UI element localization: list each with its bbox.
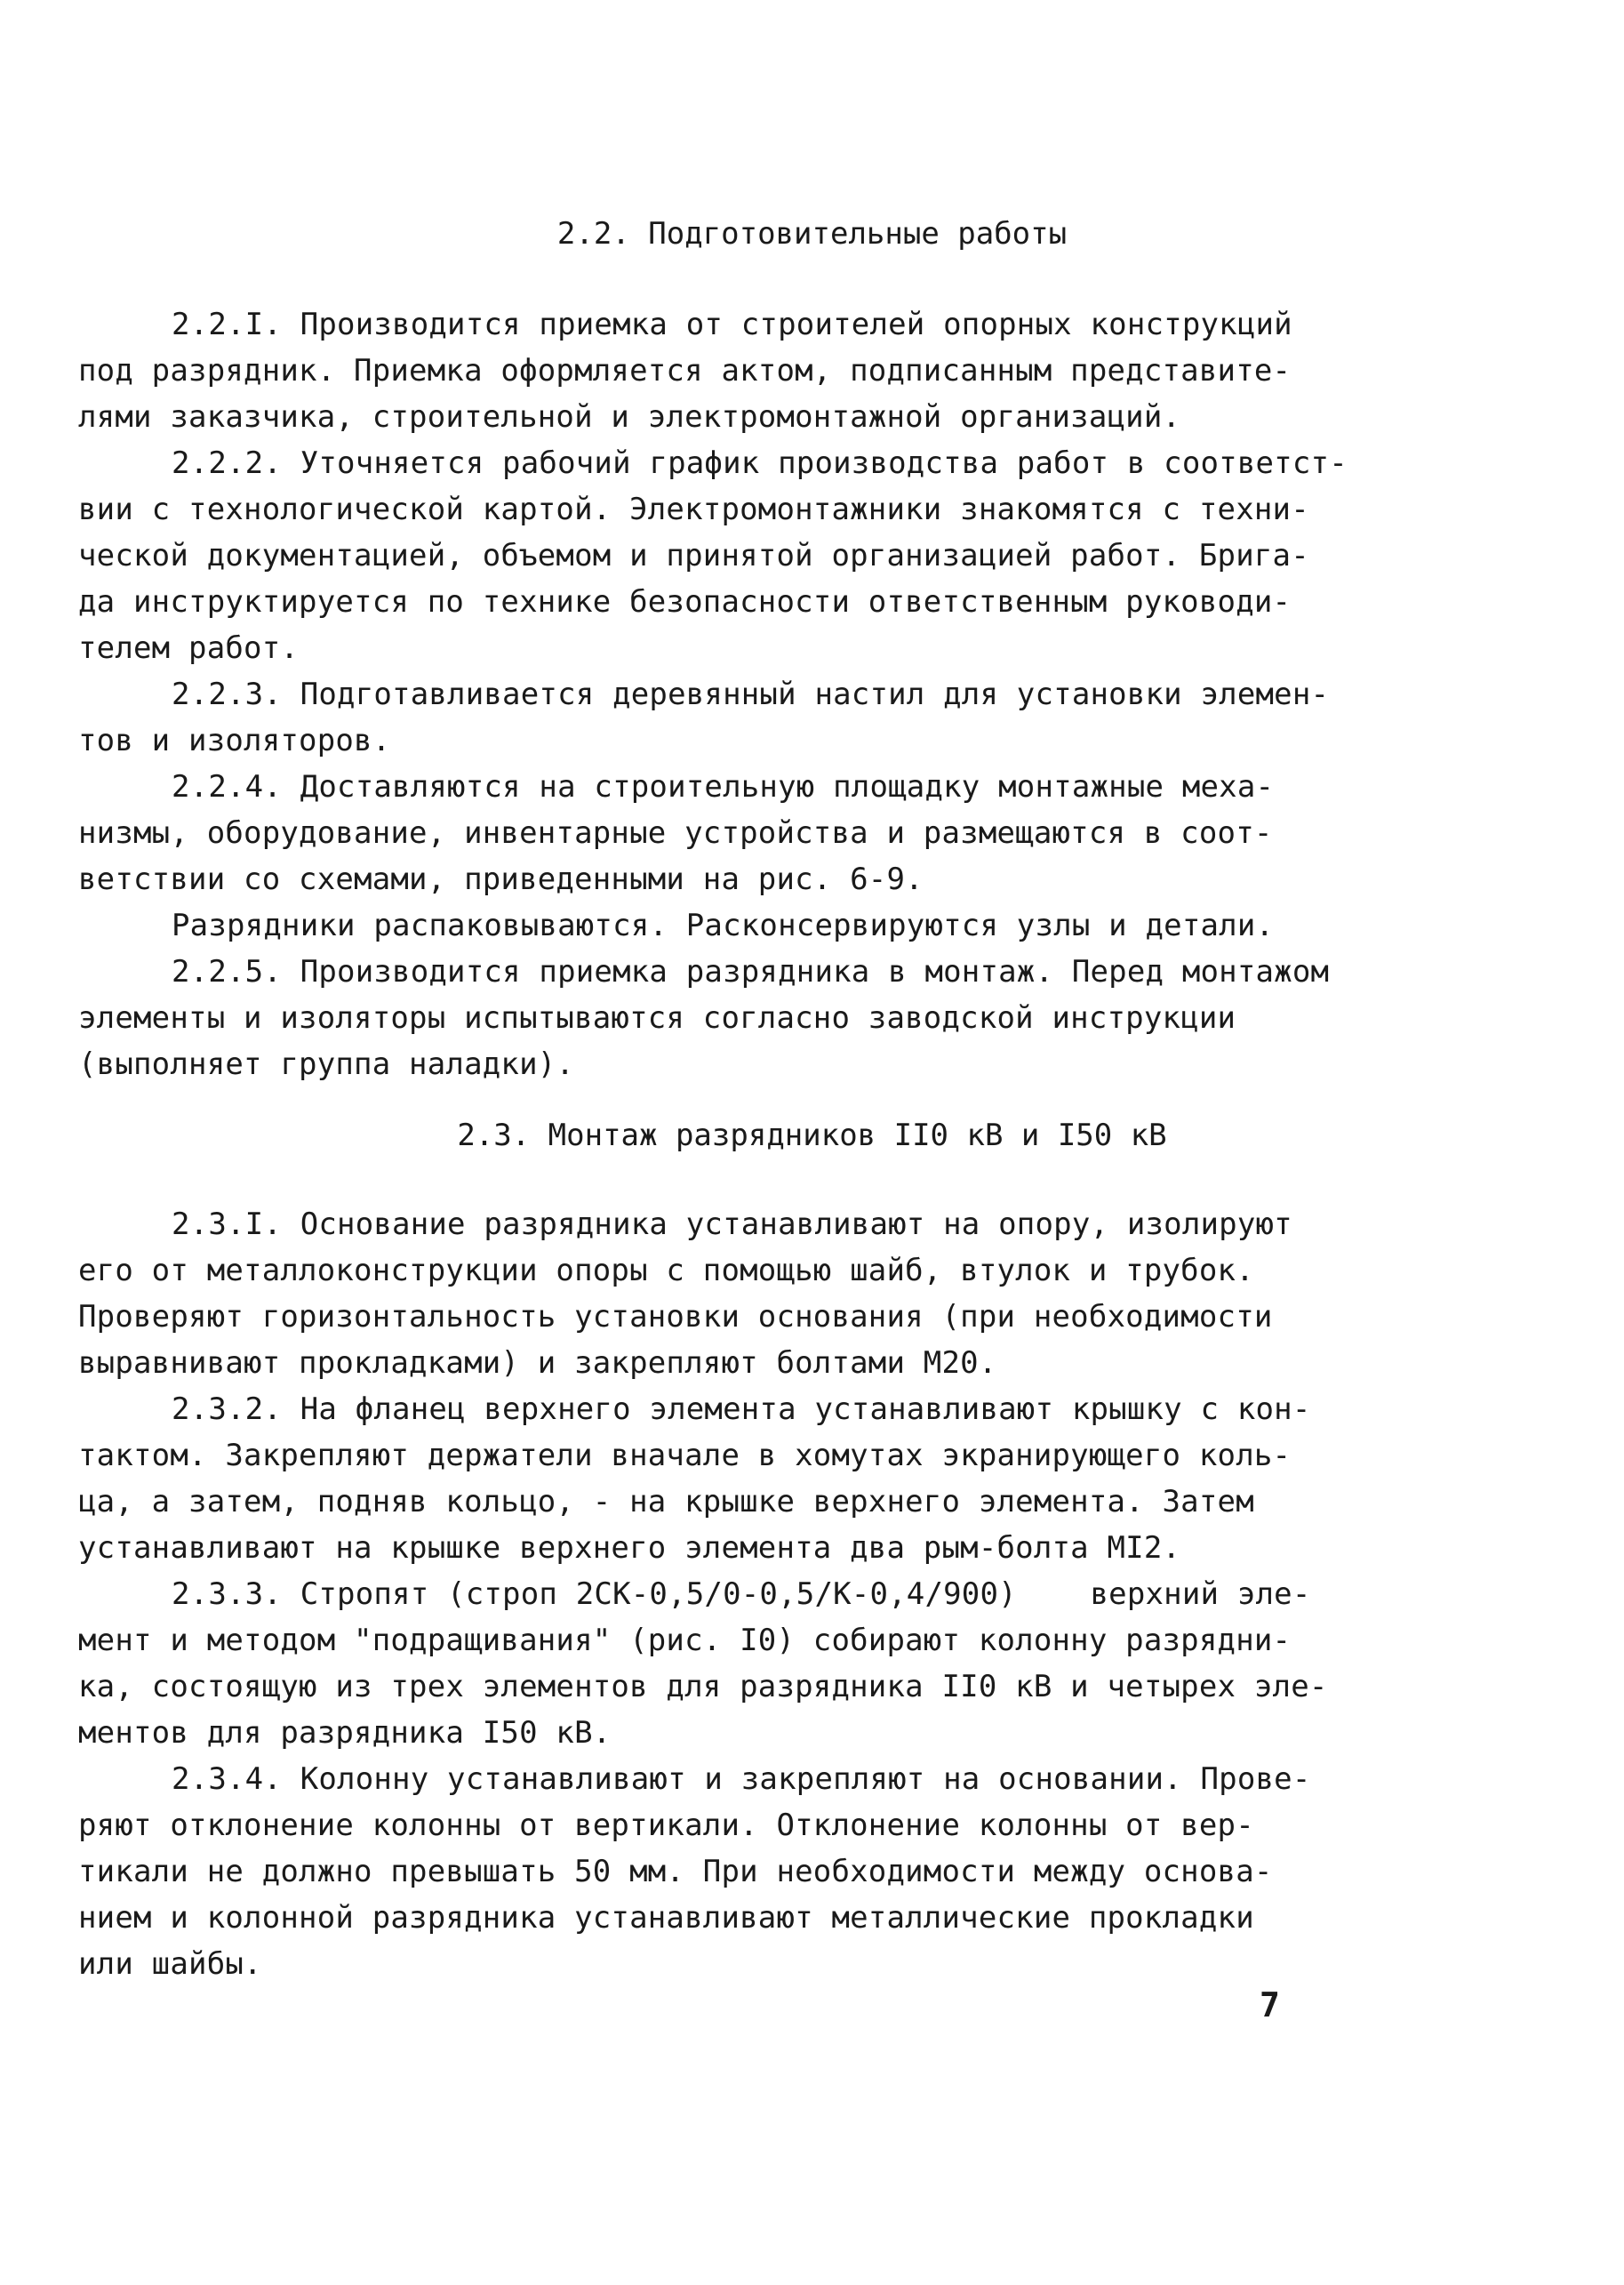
text-line: тактом. Закрепляют держатели вначале в хомутах экранирующего коль- (78, 1438, 1292, 1473)
text-line: лями заказчика, строительной и электромонтажной организаций. (78, 399, 1181, 435)
text-line: ческой документацией, объемом и принятой организацией работ. Брига- (78, 538, 1309, 573)
text-line: телем работ. (78, 630, 300, 666)
text-line: выравнивают прокладками) и закрепляют болтами М20. (78, 1345, 997, 1381)
text-line: ветствии со схемами, приведенными на рис. 6-9. (78, 862, 924, 897)
text-line: ка, состоящую из трех элементов для разрядника II0 кВ и четырех эле- (78, 1669, 1328, 1704)
text-line: (выполняет группа наладки). (78, 1046, 575, 1082)
text-line: элементы и изоляторы испытываются согласно заводской инструкции (78, 1000, 1236, 1036)
text-line: нием и колонной разрядника устанавливают металлические прокладки (78, 1900, 1254, 1936)
text-line: 2.3.2. На фланец верхнего элемента устанавливают крышку с кон- (172, 1391, 1311, 1427)
text-line: 2.3.I. Основание разрядника устанавливают на опору, изолируют (172, 1207, 1292, 1242)
text-line: вии с технологической картой. Электромонтажники знакомятся с техни- (78, 492, 1309, 527)
section-heading-preparatory-works: 2.2. Подготовительные работы (556, 216, 1068, 252)
text-line: 2.3.3. Стропят (строп 2СК-0,5/0-0,5/К-0,4/900) верхний эле- (172, 1576, 1311, 1612)
page-number: 7 (1260, 1985, 1280, 2024)
text-line: ментов для разрядника I50 кВ. (78, 1715, 612, 1751)
text-line: или шайбы. (78, 1946, 262, 1982)
text-line: тов и изоляторов. (78, 723, 391, 758)
text-line: 2.2.4. Доставляются на строительную площадку монтажные меха- (172, 769, 1275, 805)
text-line: 2.2.I. Производится приемка от строителей опорных конструкций (172, 307, 1292, 342)
section-heading-arrester-installation: 2.3. Монтаж разрядников II0 кВ и I50 кВ (457, 1118, 1167, 1153)
text-line: тикали не должно превышать 50 мм. При необходимости между основа- (78, 1854, 1273, 1889)
text-line: устанавливают на крышке верхнего элемента два рым-болта МI2. (78, 1530, 1181, 1566)
text-line: ряют отклонение колонны от вертикали. Отклонение колонны от вер- (78, 1808, 1254, 1843)
text-line: 2.2.2. Уточняется рабочий график производства работ в соответст- (172, 445, 1348, 481)
text-line: 2.3.4. Колонну устанавливают и закрепляют на основании. Прове- (172, 1761, 1311, 1797)
text-line: Проверяют горизонтальность установки основания (при необходимости (78, 1299, 1273, 1335)
text-line: низмы, оборудование, инвентарные устройства и размещаются в соот- (78, 815, 1273, 851)
text-line: Разрядники распаковываются. Расконсервируются узлы и детали. (172, 908, 1275, 943)
text-line: мент и методом "подращивания" (рис. I0) собирают колонну разрядни- (78, 1623, 1292, 1658)
text-line: 2.2.3. Подготавливается деревянный настил для установки элемен- (172, 677, 1330, 712)
text-line: да инструктируется по технике безопасности ответственным руководи- (78, 584, 1292, 620)
text-line: 2.2.5. Производится приемка разрядника в монтаж. Перед монтажом (172, 954, 1330, 990)
text-line: его от металлоконструкции опоры с помощью шайб, втулок и трубок. (78, 1253, 1254, 1288)
text-line: ца, а затем, подняв кольцо, - на крышке верхнего элемента. Затем (78, 1484, 1254, 1519)
text-line: под разрядник. Приемка оформляется актом, подписанным представите- (78, 353, 1292, 389)
